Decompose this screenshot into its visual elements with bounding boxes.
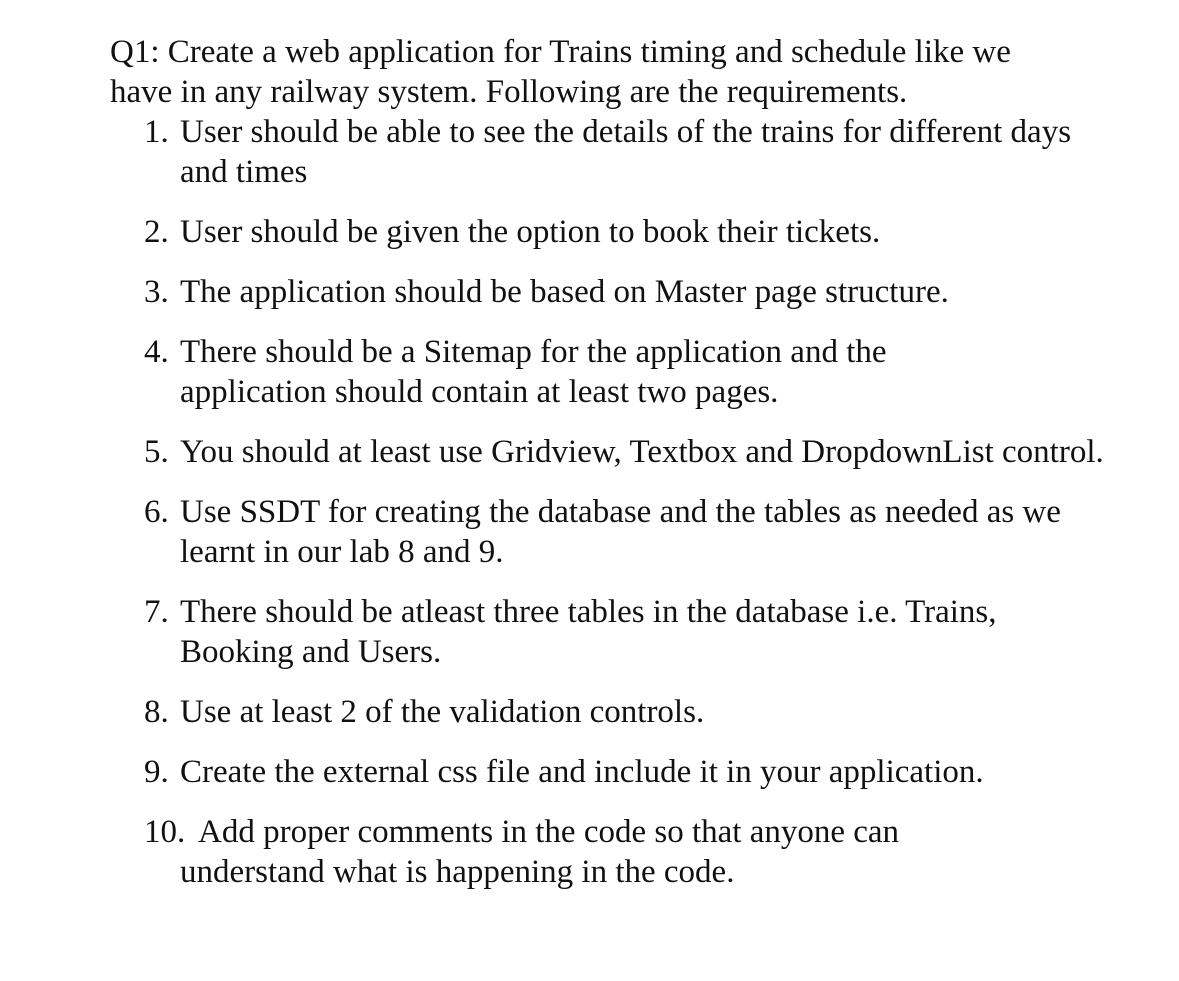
requirement-text: User should be given the option to book their tickets.: [180, 214, 881, 250]
requirement-text-body: Add proper comments in the code so that anyone can understand what is happening in the code.: [180, 814, 900, 890]
requirement-number: 5.: [144, 434, 169, 470]
requirements-list: [110, 112, 1160, 892]
requirement-item-4: [110, 332, 980, 412]
requirement-text: Use at least 2 of the validation controls.: [180, 694, 705, 730]
requirement-number: 6.: [144, 494, 169, 530]
requirement-item-9: [110, 752, 1160, 792]
requirement-text: The application should be based on Master page structure.: [180, 274, 949, 310]
requirement-item-8: [110, 692, 1160, 732]
requirement-number: 1.: [144, 114, 169, 150]
requirement-item-6: [110, 492, 1130, 572]
requirement-number: 10.: [144, 814, 186, 850]
requirement-item-7: [110, 592, 1110, 672]
requirement-item-5: [110, 432, 1110, 472]
requirement-text: User should be able to see the details of the trains for different days and times: [180, 114, 1072, 190]
requirement-item-3: [110, 272, 1160, 312]
requirement-text: [180, 812, 1010, 892]
requirement-text: Use SSDT for creating the database and the tables as needed as we learnt in our lab 8 and 9.: [180, 494, 1061, 570]
requirement-text: Create the external css file and include it in your application.: [180, 754, 984, 790]
requirement-number: 4.: [144, 334, 169, 370]
requirement-item-1: [110, 112, 1090, 192]
requirement-number: 7.: [144, 594, 169, 630]
requirement-text: There should be a Sitemap for the application and the application should contain at least two pages.: [180, 334, 887, 410]
requirement-text: There should be atleast three tables in the database i.e. Trains, Booking and Users.: [180, 594, 997, 670]
requirement-number: 9.: [144, 754, 169, 790]
requirement-text: You should at least use Gridview, Textbox and DropdownList control.: [180, 434, 1104, 470]
requirement-number: 2.: [144, 214, 169, 250]
requirement-number: 3.: [144, 274, 169, 310]
requirement-item-10: [110, 812, 1010, 892]
requirement-number: 8.: [144, 694, 169, 730]
requirement-item-2: [110, 212, 1160, 252]
question-text: Q1: Create a web application for Trains timing and schedule like we have in any railway system. Following are the requirements.: [110, 34, 1011, 110]
document: [110, 32, 1160, 912]
